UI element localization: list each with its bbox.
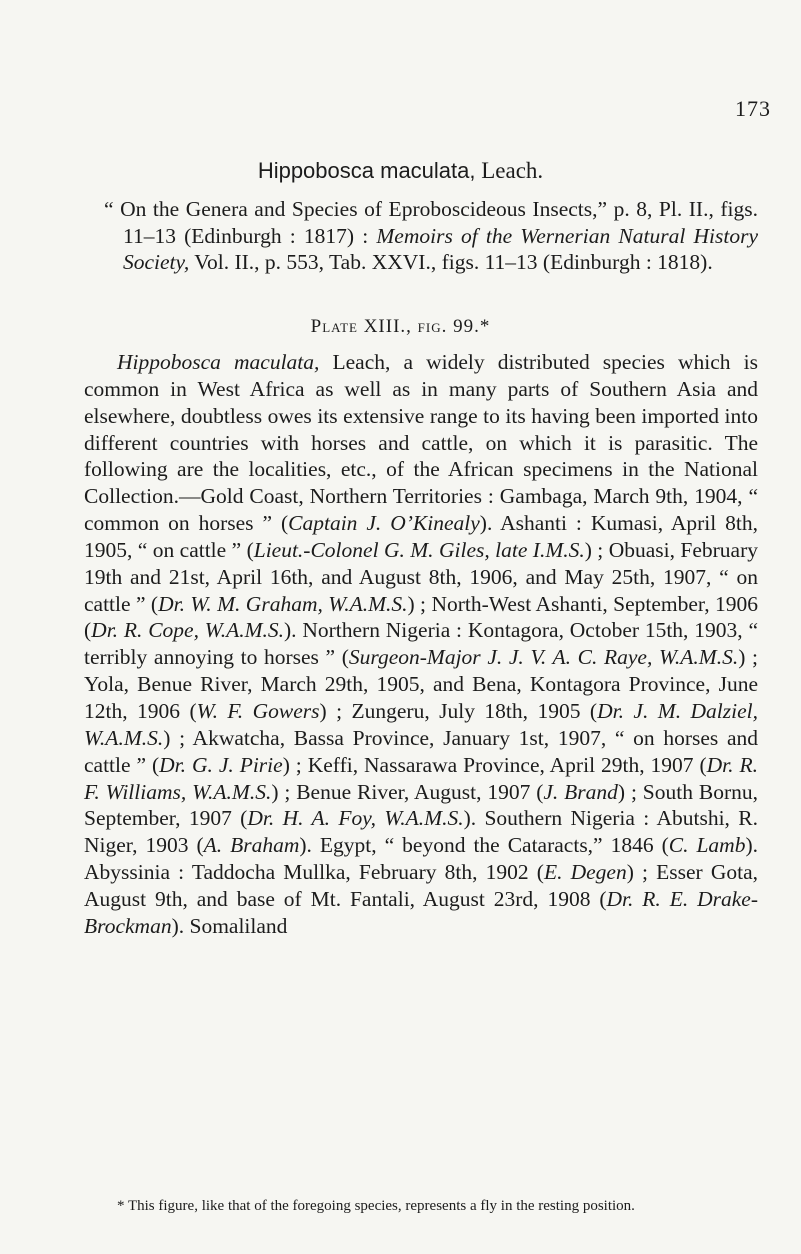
collector-name: Dr. R. Cope, W.A.M.S.: [91, 618, 284, 643]
body-text: ) ; North-West Ashanti, September, 1906 (: [84, 591, 758, 643]
footnote: * This figure, like that of the foregoing species, represents a fly in the resting position.: [117, 1198, 635, 1214]
body-text: ). Northern Nigeria : Kontagora, October 15th, 1903, “ terribly annoying to horses ” (: [84, 618, 758, 670]
body-text: ) ; Zungeru, July 18th, 1905 (: [319, 698, 598, 723]
plate-reference: [0, 316, 801, 338]
heading-author: Leach.: [481, 158, 544, 183]
body-text: ) ; Akwatcha, Bassa Province, January 1st, 1907, “ on horses and cattle ” (: [84, 725, 758, 777]
collector-name: E. Degen: [543, 860, 627, 885]
body-text: ) ; Esser Gota, August 9th, and base of Mt. Fantali, August 23rd, 1908 (: [84, 860, 758, 911]
collector-name: Surgeon-Major J. J. V. A. C. Raye, W.A.M.S.: [348, 645, 739, 670]
body-text: ). Abyssinia : Taddocha Mullka, February 8th, 1902 (: [84, 833, 758, 885]
species-heading: [0, 158, 801, 184]
plate-label: Plate XIII., fig. 99.*: [310, 316, 491, 337]
collector-name: A. Braham: [203, 833, 300, 858]
body-paragraph: [84, 349, 758, 940]
collector-name: Lieut.-Colonel G. M. Giles, late I.M.S.: [253, 537, 585, 562]
body-text: ) ; Obuasi, February 19th and 21st, April 16th, and August 8th, 1906, and May 25th, 1907, “ on cattle ” (: [84, 537, 758, 616]
body-text: ) ; South Bornu, September, 1907 (: [84, 779, 758, 831]
body-text: ) ; Benue River, August, 1907 (: [271, 779, 544, 804]
citation-journal: Memoirs of the Wernerian Natural History Society,: [123, 223, 758, 275]
heading-species-name: Hippobosca maculata,: [257, 158, 476, 183]
collector-name: Captain J. O’Kinealy: [288, 511, 480, 536]
body-species-name: Hippobosca maculata,: [117, 350, 320, 374]
collector-name: Dr. R. E. Drake-Brockman: [84, 886, 758, 938]
collector-name: Dr. H. A. Foy, W.A.M.S.: [247, 806, 464, 831]
collector-name: J. Brand: [543, 779, 618, 804]
collector-name: Dr. R. F. Williams, W.A.M.S.: [84, 752, 758, 804]
body-text: ). Ashanti : Kumasi, April 8th, 1905, “ on cattle ” (: [84, 511, 758, 562]
body-text: ). Egypt, “ beyond the Cataracts,” 1846 (: [299, 833, 669, 858]
citation-text-1: “ On the Genera and Species of Eproboscideous Insects,” p. 8, Pl. II., figs. 11–13 (Edinburgh : 1817) :: [104, 197, 758, 248]
page-number: 173: [735, 96, 771, 121]
collector-name: Dr. J. M. Dalziel, W.A.M.S.: [84, 698, 758, 750]
collector-name: C. Lamb: [668, 833, 746, 858]
body-text: ) ; Yola, Benue River, March 29th, 1905, and Bena, Kontagora Province, June 12th, 1906 (: [84, 645, 758, 723]
body-text: Leach, a widely distributed species which is common in West Africa as well as in many parts of Southern Asia and elsewhere, doubtless owes its extensive range to its having been imported into different countries with horses and cattle, on which it is parasitic. The following are the localities, etc., of the African specimens in the National Collection.—Gold Coast, Northern Territories : Gambaga, March 9th, 1904, “ common on horses ” (: [84, 350, 758, 536]
citation-text-2: Vol. II., p. 553, Tab. XXVI., figs. 11–13 (Edinburgh : 1818).: [189, 250, 713, 275]
bibliographic-citation: [104, 196, 758, 276]
collector-name: Dr. W. M. Graham, W.A.M.S.: [158, 591, 408, 616]
body-text: ) ; Keffi, Nassarawa Province, April 29th, 1907 (: [282, 752, 707, 777]
collector-name: Dr. G. J. Pirie: [159, 752, 283, 777]
collector-name: W. F. Gowers: [196, 698, 320, 723]
body-text: ). Southern Nigeria : Abutshi, R. Niger, 1903 (: [84, 806, 759, 858]
body-text: ). Somaliland: [171, 913, 288, 938]
